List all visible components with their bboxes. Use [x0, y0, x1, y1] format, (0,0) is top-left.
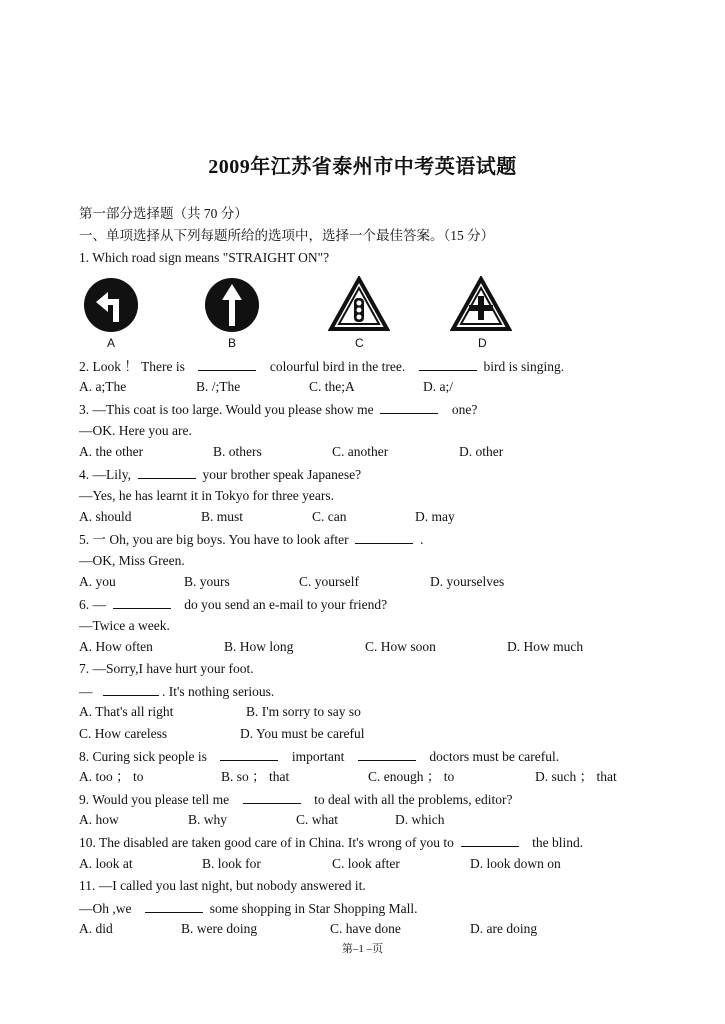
option-c: C. look after — [332, 856, 400, 871]
answer-blank — [220, 748, 278, 761]
option-d: D. How much — [507, 639, 584, 654]
page-footer: 第–1 –页 — [341, 943, 384, 955]
option-d: D. which — [395, 812, 445, 827]
question-3-reply: —OK. Here you are. — [79, 423, 192, 438]
page-title: 2009年江苏省泰州市中考英语试题 — [208, 156, 517, 178]
option-a: A. how — [79, 812, 119, 827]
option-b: B. so ； that — [221, 769, 290, 784]
sign-label-d: D — [478, 336, 487, 350]
option-a: A. you — [79, 574, 116, 589]
crossroads-warning-sign-icon — [450, 276, 512, 332]
option-c: C. have done — [330, 921, 401, 936]
section-heading: 第一部分选择题（共 70 分） — [79, 206, 248, 221]
question-7-reply: — . It's nothing serious. — [79, 684, 275, 699]
option-d: D. You must be careful — [240, 726, 365, 741]
sign-label-b: B — [228, 336, 237, 350]
answer-blank — [243, 791, 301, 804]
answer-blank — [145, 900, 203, 913]
question-11: 11. —I called you last night, but nobody answered it. — [79, 878, 366, 893]
option-a: A. How often — [79, 639, 153, 654]
question-11-reply: —Oh ,we some shopping in Star Shopping Mall. — [79, 901, 418, 916]
question-3: 3. —This coat is too large. Would you please show me one? — [79, 402, 478, 417]
option-b: B. look for — [202, 856, 261, 871]
traffic-light-warning-sign-icon — [328, 276, 390, 332]
option-c: C. enough ； to — [368, 769, 455, 784]
question-7: 7. —Sorry,I have hurt your foot. — [79, 661, 254, 676]
option-a: A. That's all right — [79, 704, 174, 719]
option-a: A. the other — [79, 444, 144, 459]
answer-blank — [380, 401, 438, 414]
option-b: B. were doing — [181, 921, 258, 936]
option-a: A. a;The — [79, 379, 127, 394]
option-d: D. yourselves — [430, 574, 505, 589]
option-b: B. How long — [224, 639, 294, 654]
option-d: D. may — [415, 509, 455, 524]
option-c: C. the;A — [309, 379, 355, 394]
question-5-reply: —OK, Miss Green. — [79, 553, 185, 568]
option-d: D. are doing — [470, 921, 538, 936]
option-d: D. such ； that — [535, 769, 617, 784]
answer-blank — [355, 531, 413, 544]
option-b: B. why — [188, 812, 228, 827]
question-9: 9. Would you please tell me to deal with all the problems, editor? — [79, 792, 513, 807]
question-8: 8. Curing sick people is important doctors must be careful. — [79, 749, 560, 764]
option-c: C. can — [312, 509, 347, 524]
option-a: A. should — [79, 509, 132, 524]
option-d: D. a;/ — [423, 379, 453, 394]
straight-on-sign-icon — [203, 276, 261, 334]
option-d: D. other — [459, 444, 504, 459]
option-d: D. look down on — [470, 856, 561, 871]
option-a: A. too ； to — [79, 769, 144, 784]
option-b: B. /;The — [196, 379, 241, 394]
answer-blank — [419, 358, 477, 371]
option-c: C. what — [296, 812, 338, 827]
answer-blank — [198, 358, 256, 371]
answer-blank — [103, 683, 159, 696]
option-b: B. must — [201, 509, 244, 524]
option-b: B. others — [213, 444, 262, 459]
option-c: C. yourself — [299, 574, 359, 589]
option-b: B. I'm sorry to say so — [246, 704, 361, 719]
answer-blank — [461, 834, 519, 847]
question-1: 1. Which road sign means "STRAIGHT ON"? — [79, 250, 330, 265]
option-c: C. How soon — [365, 639, 436, 654]
question-6-reply: —Twice a week. — [79, 618, 170, 633]
turn-left-sign-icon — [82, 276, 140, 334]
part-instructions: 一、单项选择从下列每题所给的选项中，选择一个最佳答案。（15 分） — [79, 228, 495, 243]
answer-blank — [358, 748, 416, 761]
sign-label-c: C — [355, 336, 364, 350]
question-4-reply: —Yes, he has learnt it in Tokyo for three years. — [79, 488, 335, 503]
answer-blank — [138, 466, 196, 479]
question-6: 6. — do you send an e-mail to your friend? — [79, 597, 388, 612]
question-2: 2. Look ！ There is colourful bird in the tree. bird is singing. — [79, 359, 565, 374]
question-5: 5. 一 Oh, you are big boys. You have to look after . — [79, 532, 424, 547]
option-a: A. did — [79, 921, 113, 936]
question-10: 10. The disabled are taken good care of in China. It's wrong of you to the blind. — [79, 835, 584, 850]
option-c: C. How careless — [79, 726, 168, 741]
option-c: C. another — [332, 444, 389, 459]
option-a: A. look at — [79, 856, 133, 871]
sign-label-a: A — [107, 336, 116, 350]
answer-blank — [113, 596, 171, 609]
option-b: B. yours — [184, 574, 230, 589]
question-4: 4. —Lily, your brother speak Japanese? — [79, 467, 362, 482]
